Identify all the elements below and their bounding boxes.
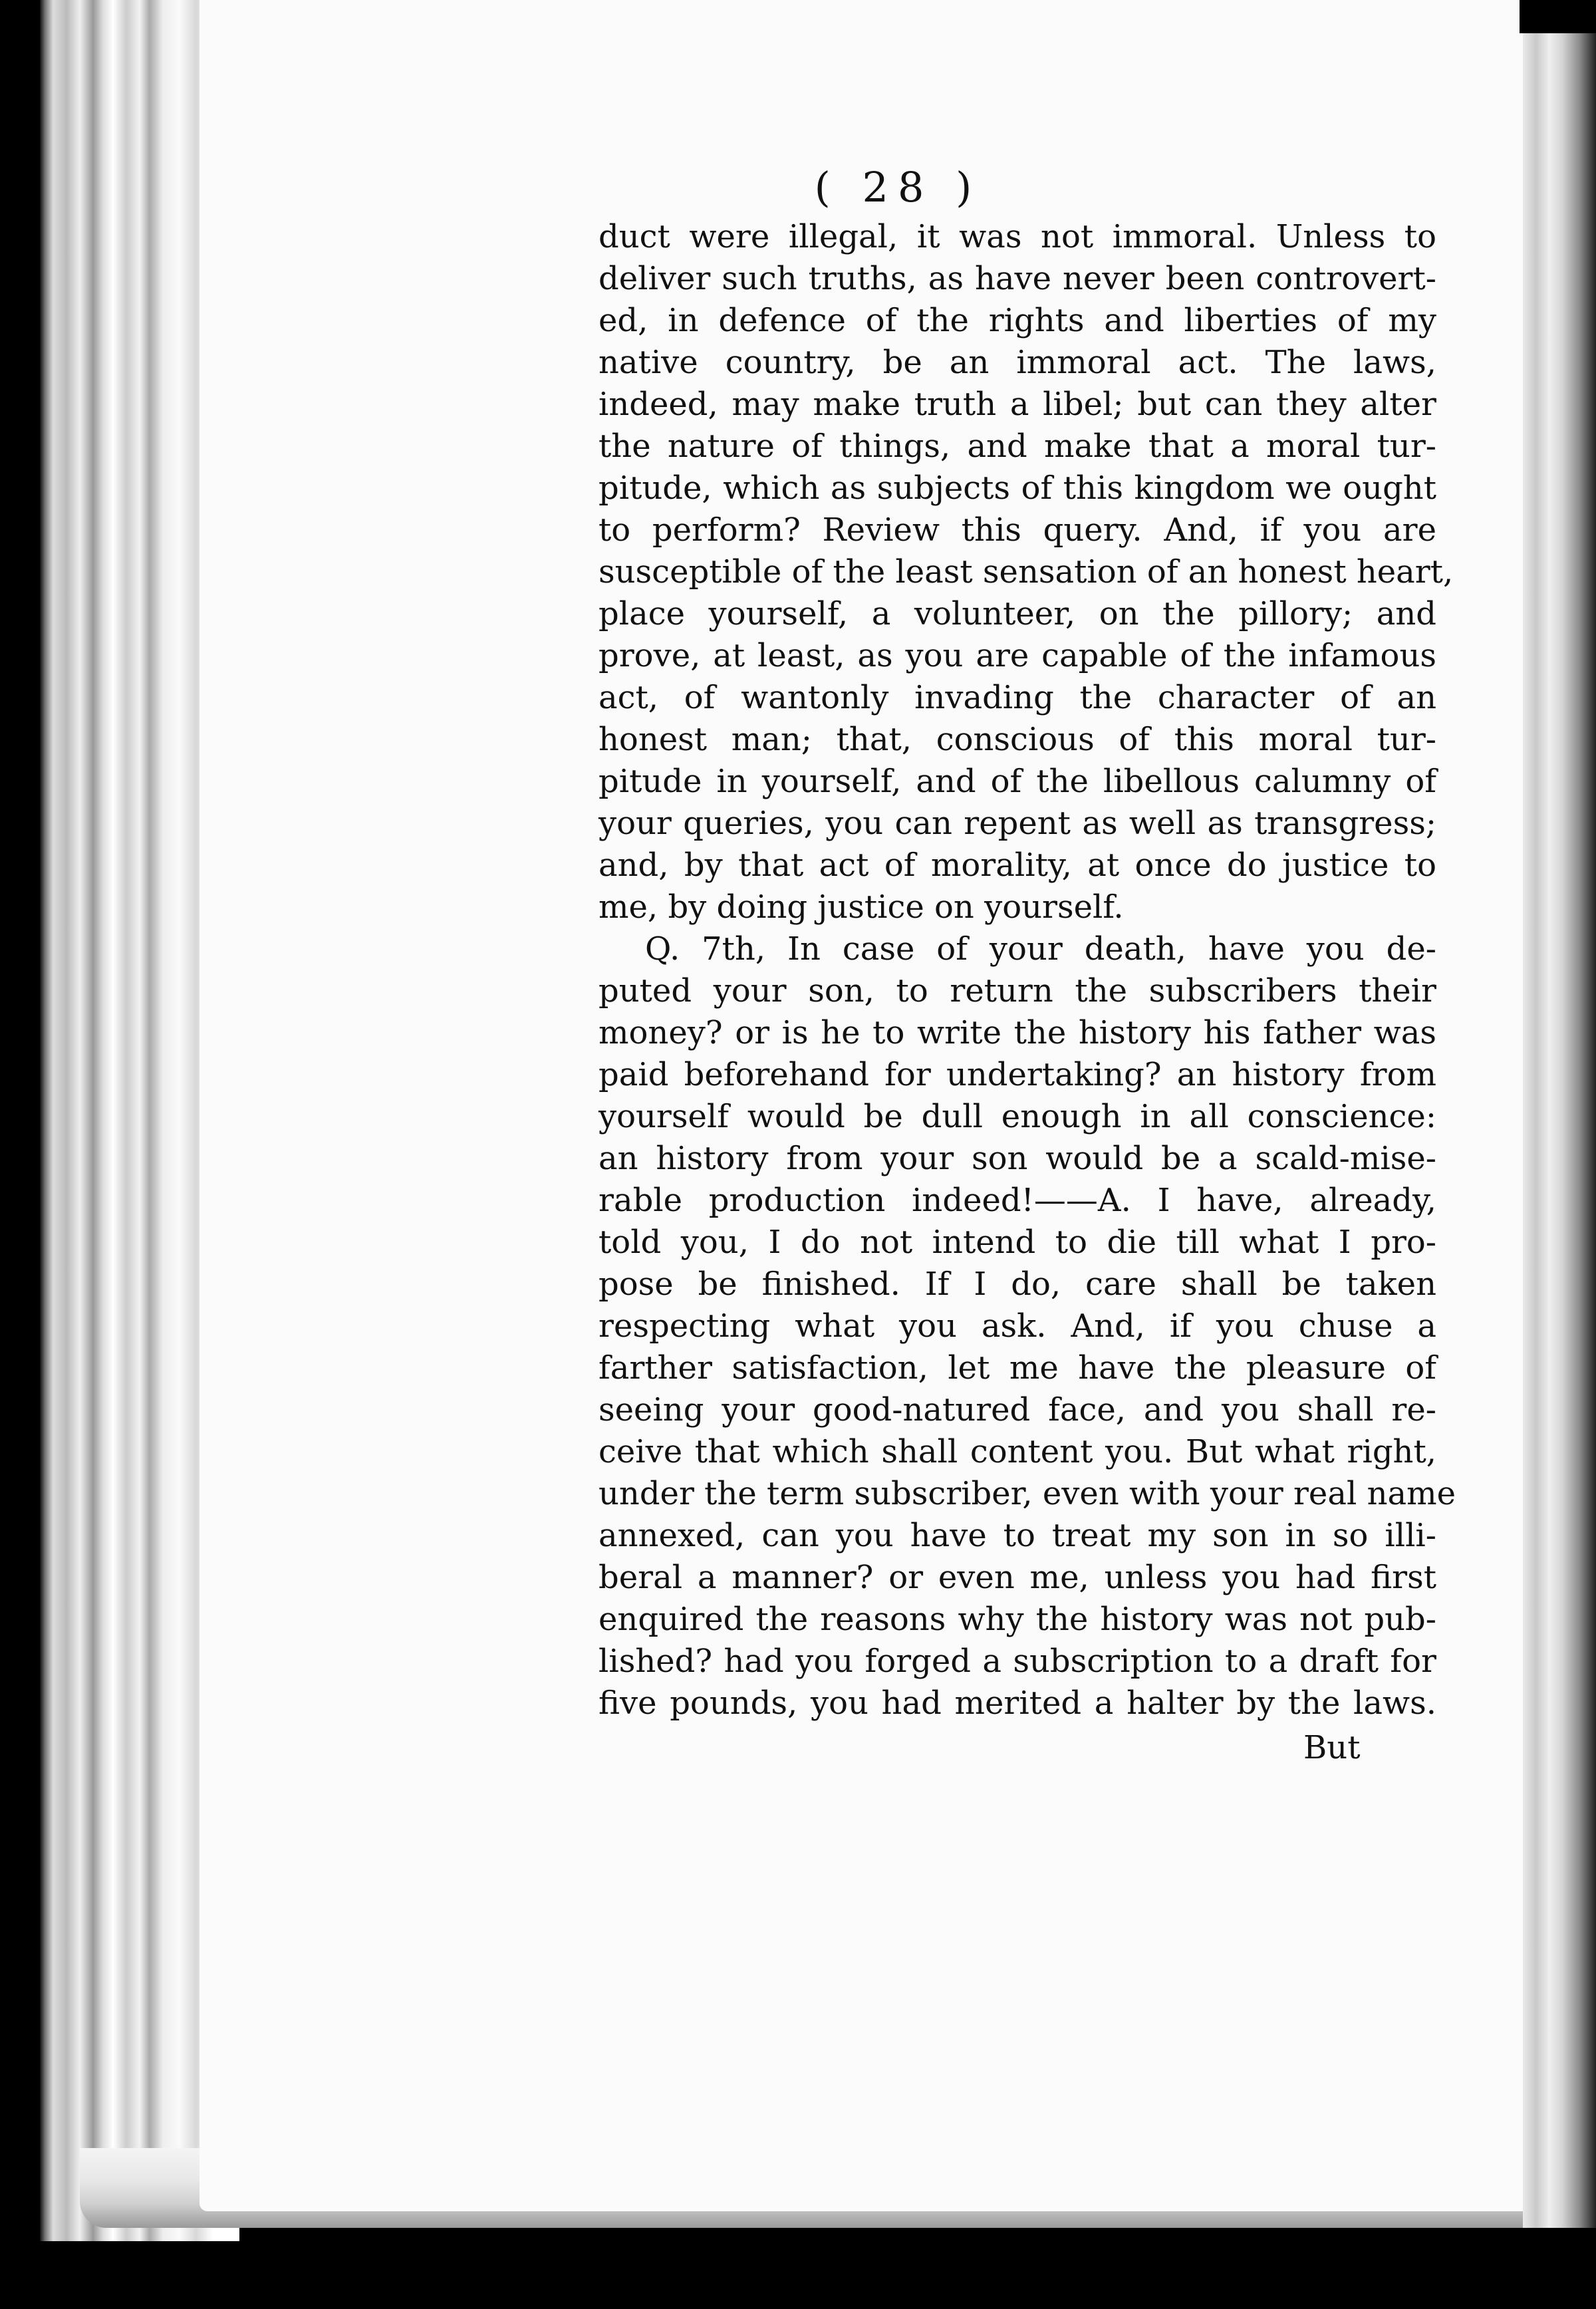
text-line: act, of wantonly invading the character of an xyxy=(598,679,1436,716)
text-line: an history from your son would be a scald-mise- xyxy=(598,1140,1436,1177)
text-line: yourself would be dull enough in all conscience: xyxy=(598,1098,1436,1135)
text-line: me, by doing justice on yourself. xyxy=(598,888,1124,926)
text-line: seeing your good-natured face, and you shall re- xyxy=(598,1391,1436,1428)
text-line: respecting what you ask. And, if you chuse a xyxy=(598,1307,1436,1345)
text-line: to perform? Review this query. And, if you are xyxy=(598,511,1436,549)
text-line: under the term subscriber, even with your real name xyxy=(598,1475,1456,1512)
text-line: lished? had you forged a subscription to a draft for xyxy=(598,1643,1436,1680)
text-line: rable production indeed!——A. I have, already, xyxy=(598,1182,1436,1219)
text-line: ed, in defence of the rights and liberties of my xyxy=(598,302,1436,339)
text-line: susceptible of the least sensation of an honest heart, xyxy=(598,553,1454,591)
page-number: ( 28 ) xyxy=(814,163,982,211)
text-line: told you, I do not intend to die till what I pro- xyxy=(598,1224,1436,1261)
text-line: puted your son, to return the subscribers their xyxy=(598,972,1436,1010)
text-line: indeed, may make truth a libel; but can they alter xyxy=(598,386,1436,423)
top-right-dark-corner xyxy=(1520,0,1596,33)
text-line: Q. 7th, In case of your death, have you de- xyxy=(645,930,1436,968)
text-line: pose be finished. If I do, care shall be taken xyxy=(598,1266,1436,1303)
right-page-edge xyxy=(1523,33,1596,2228)
text-line: the nature of things, and make that a moral tur- xyxy=(598,428,1436,465)
text-line: prove, at least, as you are capable of the infamous xyxy=(598,637,1436,674)
text-line: deliver such truths, as have never been controvert- xyxy=(598,260,1436,297)
text-line: farther satisfaction, let me have the pleasure of xyxy=(598,1349,1436,1387)
text-line: money? or is he to write the history his father was xyxy=(598,1014,1436,1051)
text-line: and, by that act of morality, at once do justice to xyxy=(598,847,1436,884)
text-line: beral a manner? or even me, unless you had first xyxy=(598,1559,1436,1596)
body-text xyxy=(598,216,1456,1724)
text-line: enquired the reasons why the history was not pub- xyxy=(598,1601,1436,1638)
text-line: your queries, you can repent as well as transgress; xyxy=(598,805,1436,842)
text-line: ceive that which shall content you. But what right, xyxy=(598,1433,1436,1470)
text-line: pitude, which as subjects of this kingdom we ought xyxy=(598,470,1436,507)
text-line: paid beforehand for undertaking? an history from xyxy=(598,1056,1436,1093)
text-line: duct were illegal, it was not immoral. Unless to xyxy=(598,218,1436,255)
page-header xyxy=(0,163,1596,211)
text-line: annexed, can you have to treat my son in so illi- xyxy=(598,1517,1436,1554)
text-line: pitude in yourself, and of the libellous calumny of xyxy=(598,763,1436,800)
catchword: But xyxy=(1303,1729,1361,1766)
text-line: five pounds, you had merited a halter by the laws. xyxy=(598,1685,1436,1722)
text-line: place yourself, a volunteer, on the pillory; and xyxy=(598,595,1436,632)
text-line: honest man; that, conscious of this moral tur- xyxy=(598,721,1436,758)
text-line: native country, be an immoral act. The laws, xyxy=(598,344,1436,381)
